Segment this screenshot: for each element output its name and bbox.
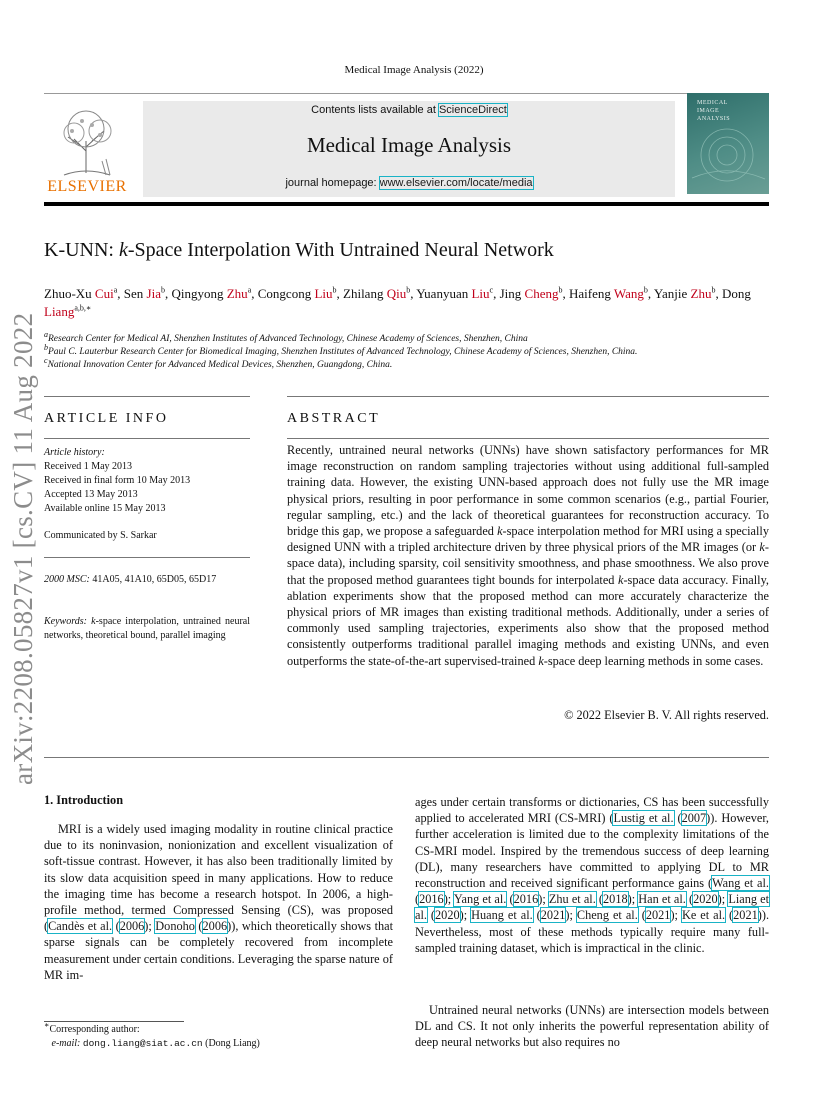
citation-link[interactable]: 2016 xyxy=(513,892,539,907)
citation-link[interactable]: Yang et al. xyxy=(453,892,507,907)
history-accepted: Accepted 13 May 2013 xyxy=(44,489,138,500)
intro-paragraph-1: MRI is a widely used imaging modality in routine clinical practice due to its noninvasion, nonionization and excellent visualization of soft-tissue contrast. However, it has also been traditionally limited by its slow data acquisition speed in many applications. How to reduce the imaging time has become a research hotspot. In 2006, a high-profile method, termed Compressed Sensing (CS), was proposed (Candès et al. (2006); Donoho (2006)), which theoretically shows that sparse signals can be completely recovered from incomplete measurement under certain conditions. Leveraging the sparse nature of MR im- xyxy=(44,822,394,982)
cover-line-3: ANALYSIS xyxy=(697,116,731,122)
keywords-label: Keywords: xyxy=(44,616,87,627)
citation-link[interactable]: Cheng et al. xyxy=(576,908,638,923)
citation-link[interactable]: 2006 xyxy=(202,919,228,934)
homepage-line xyxy=(143,177,675,189)
msc-label: 2000 MSC: xyxy=(44,574,90,585)
citation-link[interactable]: Lustig et al. xyxy=(613,811,674,826)
header-thick-rule xyxy=(44,202,769,206)
running-head: Medical Image Analysis (2022) xyxy=(344,64,484,76)
article-info-rule xyxy=(44,557,250,558)
title-prefix: K-UNN: xyxy=(44,239,119,261)
history-online: Available online 15 May 2013 xyxy=(44,503,166,514)
keywords-k: k xyxy=(91,616,96,627)
author: Dong Liang$^{a,b,∗}$ xyxy=(44,286,751,319)
paper-title xyxy=(44,239,554,262)
article-info-heading: ARTICLE INFO xyxy=(44,411,169,426)
article-info-rule xyxy=(44,396,250,397)
section-heading-introduction: 1. Introduction xyxy=(44,793,124,807)
top-rule xyxy=(44,93,769,94)
footnote-rule xyxy=(44,1021,184,1022)
abstract-rule xyxy=(287,438,769,439)
affiliations xyxy=(44,329,769,372)
affiliation-a: $^a$Research Center for Medical AI, Shenzhen Institutes of Advanced Technology, Chinese Academy of Sciences, Shenzhen, China xyxy=(44,329,528,344)
citation-link[interactable]: Ke et al. xyxy=(681,908,726,923)
email-address[interactable]: dong.liang@siat.ac.cn xyxy=(82,1038,203,1049)
author: Qingyong Zhu$^a$ xyxy=(171,285,252,301)
author: Yuanyuan Liu$^c$ xyxy=(416,285,494,301)
citation-link[interactable]: 2021 xyxy=(540,908,566,923)
corresponding-author: ∗Corresponding author: xyxy=(44,1020,140,1035)
abstract-text: Recently, untrained neural networks (UNNs) have shown satisfactory performances for MR image reconstruction on random sampling trajectories without using additional full-sampled training data. However, the existing UNN-based approach does not fully use the MR image physical priors, resulting in poor performance in some common scenarios (e.g., partial Fourier, regular sampling, etc.) and the lack of theoretical guarantees for reconstruction accuracy. To bridge this gap, we propose a safeguarded k-space interpolation method for MRI using a specially designed UNN with a tripled architecture driven by three physical priors of the MR images (or k-space data), including sparsity, coil sensitivity smoothness, and phase smoothness. We also prove that the proposed method guarantees tight bounds for interpolated k-space data accuracy. Finally, ablation experiments show that the proposed method can more accurately characterize the physical priors of MR images than existing traditional methods. Additionally, under a series of commonly used sampling trajectories, experiments also show that the proposed method consistently outperforms traditional parallel imaging methods and existing UNNs, and even outperforms the state-of-the-art supervised-trained k-space deep learning methods in some cases. xyxy=(287,443,770,668)
citation-link[interactable]: 2020 xyxy=(435,908,460,923)
citation-link[interactable]: Donoho xyxy=(155,919,195,934)
cover-line-1: MEDICAL xyxy=(697,100,728,106)
citation-link[interactable]: 2021 xyxy=(733,908,758,923)
journal-title: Medical Image Analysis xyxy=(306,133,512,157)
footnote xyxy=(44,1020,260,1051)
title-k: k xyxy=(119,239,128,261)
publisher-name: ELSEVIER xyxy=(47,178,127,195)
homepage-prefix: journal homepage: xyxy=(285,177,380,189)
history-final-form: Received in final form 10 May 2013 xyxy=(44,475,191,486)
citation-link[interactable]: 2016 xyxy=(419,892,444,907)
abstract-rule xyxy=(287,396,769,397)
citation-link[interactable]: Huang et al. xyxy=(471,908,533,923)
author: Sen Jia$^b$ xyxy=(123,285,165,301)
keywords xyxy=(44,615,250,643)
intro-paragraph-2: Untrained neural networks (UNNs) are intersection models between DL and CS. It not only inherits the powerful representation ability of deep neural networks but also requires no xyxy=(415,1003,769,1050)
msc-codes xyxy=(44,573,250,587)
communicated-by: Communicated by S. Sarkar xyxy=(44,530,157,541)
author: Zhuo-Xu Cui$^a$ xyxy=(44,285,118,301)
citation-link[interactable]: 2020 xyxy=(693,892,718,907)
author-list: Zhuo-Xu Cui$^a$, Sen Jia$^b$, Qingyong Zhu$^a$, Congcong Liu$^b$, Zhilang Qiu$^b$, Yuanyuan Liu$^c$, Jing Cheng$^b$, Haifeng Wang$^b$, Yanjie Zhu$^b$, Dong Liang$^{a,b,∗}$ xyxy=(44,285,751,319)
homepage-link[interactable]: www.elsevier.com/locate/media xyxy=(379,177,533,189)
author: Yanjie Zhu$^b$ xyxy=(653,285,716,301)
title-rest: -Space Interpolation With Untrained Neural Network xyxy=(127,239,554,261)
intro-paragraph-1-continued: ages under certain transforms or dictionaries, CS has been successfully applied to accelerated MRI (CS-MRI) (Lustig et al. (2007)). However, further acceleration is limited due to the complexity limitations of the CS-MRI model. Inspired by the tremendous success of deep learning (DL), many researchers have committed to applying DL to MR reconstruction and received significant performance gains (Wang et al. (2016); Yang et al. (2016); Zhu et al. (2018); Han et al. (2020); Liang et al. (2020); Huang et al. (2021); Cheng et al. (2021); Ke et al. (2021)). Nevertheless, most of these methods typically require many full-sampled training dataset, which is impractical in the clinic. xyxy=(415,795,770,955)
citation-link[interactable]: Han et al. xyxy=(638,892,686,907)
citation-link[interactable]: Zhu et al. xyxy=(548,892,596,907)
abstract-heading: ABSTRACT xyxy=(287,411,381,426)
citation-link[interactable]: 2006 xyxy=(119,919,145,934)
citation-link[interactable]: 2018 xyxy=(603,892,628,907)
article-history xyxy=(44,446,190,516)
copyright: © 2022 Elsevier B. V. All rights reserved. xyxy=(564,708,769,722)
keywords-values: -space interpolation, untrained neural networks, theoretical bound, parallel imaging xyxy=(44,616,250,641)
abstract-bottom-rule xyxy=(44,757,769,758)
affiliation-c: $^c$National Innovation Center for Advanced Medical Devices, Shenzhen, Guangdong, China. xyxy=(44,355,393,370)
citation-link[interactable]: 2021 xyxy=(645,908,671,923)
cover-line-2: IMAGE xyxy=(697,108,720,114)
sciencedirect-link[interactable]: ScienceDirect xyxy=(438,104,507,116)
citation-link[interactable]: 2007 xyxy=(681,811,707,826)
msc-values: 41A05, 41A10, 65D05, 65D17 xyxy=(92,574,217,585)
author: Haifeng Wang$^b$ xyxy=(568,285,648,301)
contents-prefix: Contents lists available at xyxy=(311,104,439,116)
article-info-rule xyxy=(44,438,250,439)
citation-link[interactable]: Candès et al. xyxy=(48,919,113,934)
history-received: Received 1 May 2013 xyxy=(44,461,133,472)
citation-link[interactable]: Wang et al. xyxy=(712,876,769,891)
author: Congcong Liu$^b$ xyxy=(257,285,337,301)
citation-link[interactable]: Liang et al. xyxy=(415,892,770,923)
arxiv-stamp: arXiv:2208.05827v1 [cs.CV] 11 Aug 2022 xyxy=(8,312,38,785)
email-line: e-mail: dong.liang@siat.ac.cn (Dong Liang) xyxy=(51,1038,260,1049)
author: Jing Cheng$^b$ xyxy=(499,285,563,301)
contents-line xyxy=(143,104,675,116)
cover-title xyxy=(697,99,730,123)
affiliation-b: $^b$Paul C. Lauterbur Research Center for Biomedical Imaging, Shenzhen Institutes of Advanced Technology, Chinese Academy of Sciences, Shenzhen, China. xyxy=(44,342,638,357)
author: Zhilang Qiu$^b$ xyxy=(343,285,411,301)
history-label: Article history: xyxy=(44,447,105,458)
